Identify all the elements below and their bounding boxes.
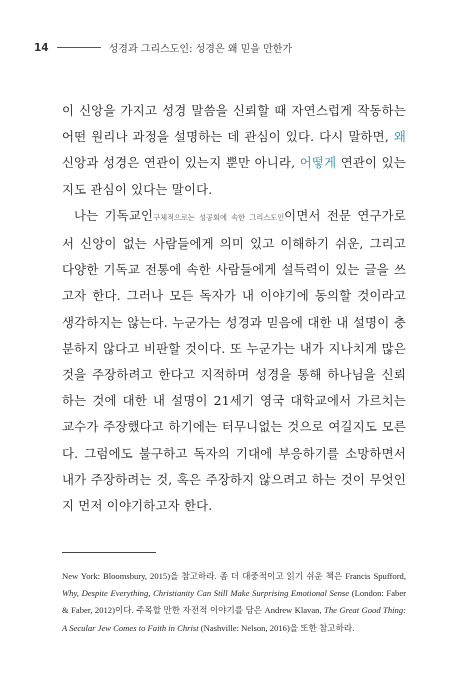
paragraph-2-text-a: 나는 기독교인 [74, 207, 154, 223]
highlight-why: 왜 [393, 129, 406, 145]
running-title: 성경과 그리스도인: 성경은 왜 믿을 만한가 [108, 44, 293, 55]
footnote-text [62, 568, 406, 637]
page-number: 14 [34, 41, 49, 54]
footnote-text-a: New York: Bloomsbury, 2015)을 참고하라. 좀 더 대중적이고 읽기 쉬운 책은 Francis Spufford, [62, 571, 406, 581]
paragraph-1 [62, 98, 406, 203]
footnote-text-b: (London: Faber & Faber, 2012)이다. 주목할 만한 자전적 이야기를 담은 Andrew Klavan, [62, 588, 406, 616]
highlight-how: 어떻게 [299, 155, 337, 171]
footnote-divider [62, 552, 156, 553]
body-text [62, 98, 406, 519]
footnote-book-title-2: The Great Good Thing: A Secular Jew Comes to Faith in Christ [62, 605, 406, 633]
footnote-text-c: (Nashville: Nelson, 2016)을 또한 참고하라. [198, 622, 355, 633]
footnote [62, 568, 406, 637]
paragraph-1-text-a: 이 신앙을 가지고 성경 말씀을 신뢰할 때 자연스럽게 작동하는 어떤 원리나 과정을 설명하는 데 관심이 있다. 다시 말하면, [62, 103, 406, 145]
paragraph-2-text-b: 이면서 전문 연구가로서 신앙이 없는 사람들에게 의미 있고 이해하기 쉬운, 그리고 다양한 기독교 전통에 속한 사람들에게 설득력이 있는 글을 쓰고자 한다. 그러나 모든 독자가 내 이야기에 동의할 것이라고 생각하지는 않는다. 누군가는 성경과 믿음에 대한 내 설명이 충분하지 않다고 비판할 것이다. 또 누군가는 내가 지나치게 많은 것을 주장하려고 한다고 지적하며 성경을 통해 하나님을 신뢰하는 것에 대한 내 설명이 21세기 영국 대학교에서 가르치는 교수가 주장했다고 하기에는 터무니없는 것으로 여길지도 모른다. 그럼에도 불구하고 독자의 기대에 부응하기를 소망하면서 내가 주장하려는 것, 혹은 주장하지 않으려고 하는 것이 무엇인지 먼저 이야기하고자 한다. [62, 207, 407, 514]
footnote-book-title-1: Why, Despite Everything, Christianity Can Still Make Surprising Emotional Sense [62, 588, 350, 599]
paragraph-1-text-b: 신앙과 성경은 연관이 있는지 뿐만 아니라, [62, 155, 300, 171]
running-header [34, 40, 292, 55]
paragraph-2 [62, 203, 406, 519]
header-divider [57, 47, 101, 48]
paragraph-1-text-c: 연관이 있는지도 관심이 있다는 말이다. [62, 155, 406, 197]
inline-aside: 구체적으로는 성공회에 속한 그리스도인 [153, 212, 285, 222]
